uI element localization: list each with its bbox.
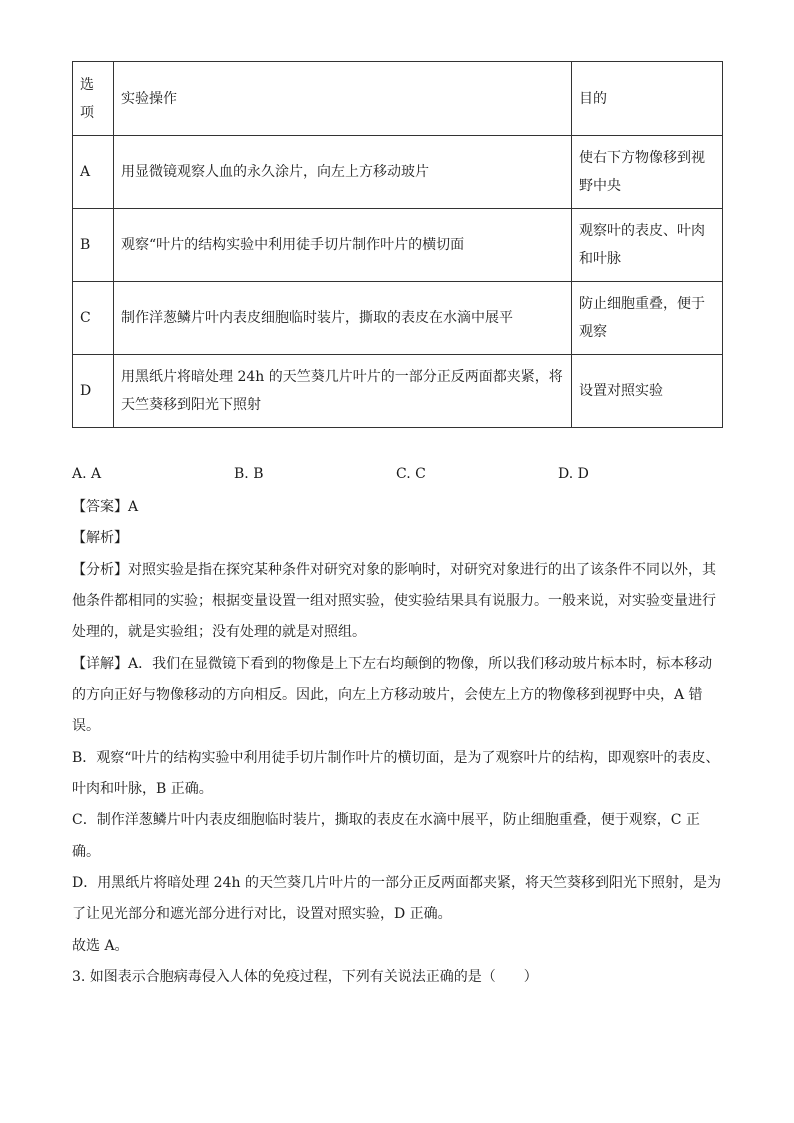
row-operation: 用黑纸片将暗处理 24h 的天竺葵几片叶片的一部分正反两面都夹紧，将天竺葵移到阳光下照射 [114,355,572,428]
row-operation: 用显微镜观察人血的永久涂片，向左上方移动玻片 [114,136,572,209]
xiangjie-line: 了让见光部分和遮光部分进行对比，设置对照实验，D 正确。 [72,906,452,922]
answer-choices [72,466,722,486]
table-row [73,136,723,209]
answer-line [72,497,732,517]
row-purpose: 观察叶的表皮、叶肉和叶脉 [572,209,723,282]
xiangjie-line: 误。 [72,718,100,734]
table-row [73,355,723,428]
row-purpose: 使右下方物像移到视野中央 [572,136,723,209]
xiangjie-line: 确。 [72,844,100,860]
fenxi-line: 处理的，就是实验组；没有处理的就是对照组。 [72,624,366,640]
xiangjie-line: 故选 A。 [72,938,129,954]
fenxi-line [72,560,732,580]
header-purpose: 目的 [572,62,723,136]
row-purpose: 防止细胞重叠，便于观察 [572,282,723,355]
question-3: 3. 如图表示合胞病毒侵入人体的免疫过程，下列有关说法正确的是（ ） [72,969,538,985]
row-purpose: 设置对照实验 [572,355,723,428]
row-option: A [73,136,114,209]
fenxi-text: 对照实验是指在探究某种条件对研究对象的影响时，对研究对象进行的出了该条件不同以外，其 [128,562,716,578]
table-header-row [73,62,723,136]
header-operation: 实验操作 [114,62,572,136]
choice-d: D. D [558,466,589,482]
choice-c: C. C [396,466,426,482]
fenxi-label: 【分析】 [72,562,128,578]
choice-b: B. B [234,466,264,482]
xiangjie-line: D．用黑纸片将暗处理 24h 的天竺葵几片叶片的一部分正反两面都夹紧，将天竺葵移到阳光下照射，是为 [72,875,721,891]
answer-label: 【答案】 [72,499,128,515]
header-option: 选 项 [73,62,114,136]
xiangjie-text: A．我们在显微镜下看到的物像是上下左右均颠倒的物像，所以我们移动玻片标本时，标本移动 [128,656,713,672]
row-option: D [73,355,114,428]
row-option: B [73,209,114,282]
table-row [73,282,723,355]
table-row [73,209,723,282]
row-option: C [73,282,114,355]
xiangjie-line: B．观察“叶片的结构实验中利用徒手切片制作叶片的横切面，是为了观察叶片的结构，即观察叶的表皮、 [72,750,720,766]
row-operation: 观察“叶片的结构实验中利用徒手切片制作叶片的横切面 [114,209,572,282]
row-operation: 制作洋葱鳞片叶内表皮细胞临时装片，撕取的表皮在水滴中展平 [114,282,572,355]
answer-value: A [128,499,139,515]
xiangjie-line [72,654,732,674]
options-table [72,61,723,428]
xiangjie-line: C．制作洋葱鳞片叶内表皮细胞临时装片，撕取的表皮在水滴中展平，防止细胞重叠，便于观察，C 正 [72,812,700,828]
analysis-label: 【解析】 [72,530,128,546]
xiangjie-line: 叶肉和叶脉，B 正确。 [72,781,213,797]
fenxi-line: 他条件都相同的实验；根据变量设置一组对照实验，使实验结果具有说服力。一般来说，对实验变量进行 [72,593,716,609]
xiangjie-line: 的方向正好与物像移动的方向相反。因此，向左上方移动玻片，会使左上方的物像移到视野中央，A 错 [72,687,703,703]
xiangjie-label: 【详解】 [72,656,128,672]
choice-a: A. A [72,466,102,482]
